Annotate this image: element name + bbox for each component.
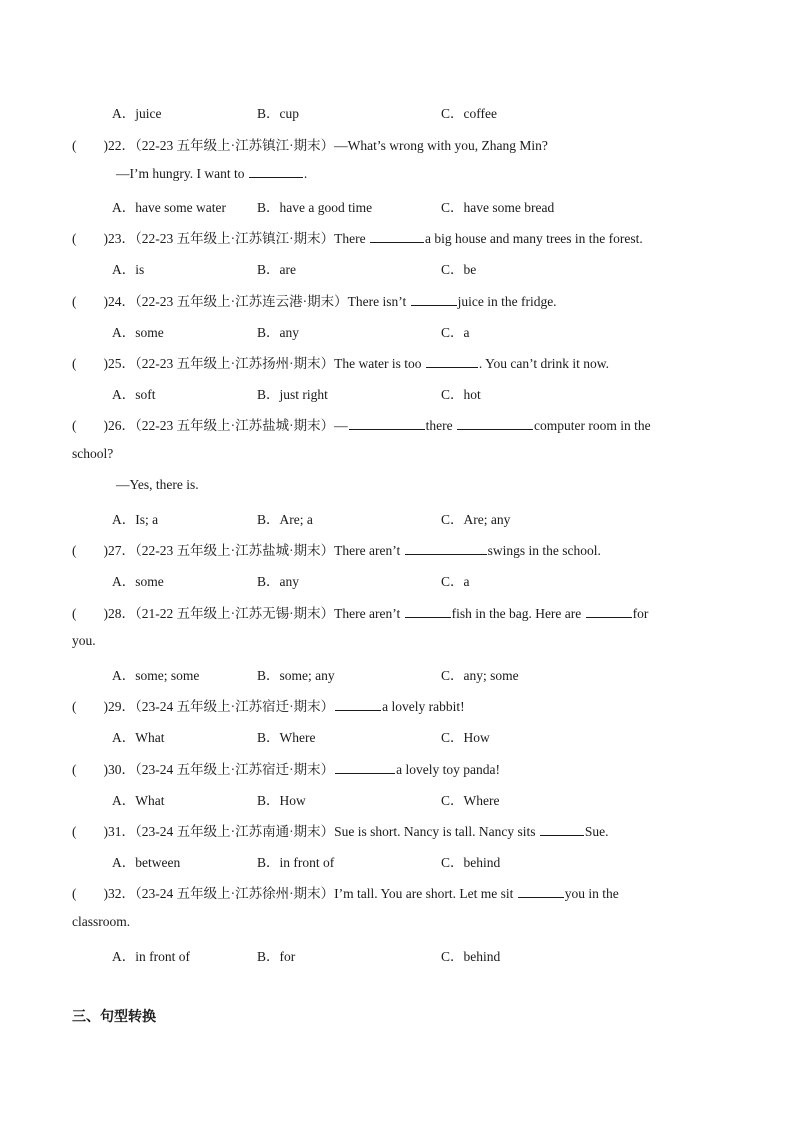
answer-blank[interactable] <box>370 230 424 243</box>
q27-option-a[interactable]: A．some <box>112 574 164 589</box>
question-text: —What’s wrong with you, Zhang Min? <box>334 138 548 153</box>
question-text: a lovely toy panda! <box>396 762 500 777</box>
question-29 <box>72 695 465 715</box>
answer-blank[interactable] <box>426 355 478 368</box>
question-number: ( )27．（22-23 五年级上·江苏盐城·期末） <box>72 543 335 558</box>
section-heading: 三、句型转换 <box>72 1009 156 1025</box>
q21-option-c[interactable]: C．coffee <box>441 106 497 121</box>
q21-option-b[interactable]: B．cup <box>257 106 299 121</box>
q25-option-b[interactable]: B．just right <box>257 387 328 402</box>
question-32-continued: classroom. <box>72 914 131 929</box>
answer-blank[interactable] <box>586 605 632 618</box>
question-number: ( )25．（22-23 五年级上·江苏扬州·期末） <box>72 356 335 371</box>
q32-option-a[interactable]: A．in front of <box>112 949 190 964</box>
q28-option-c[interactable]: C．any; some <box>441 668 519 683</box>
q28-option-a[interactable]: A．some; some <box>112 668 200 683</box>
question-text: Sue. <box>584 824 609 839</box>
answer-blank[interactable] <box>335 698 381 711</box>
question-24 <box>72 290 557 310</box>
q31-option-c[interactable]: C．behind <box>441 855 501 870</box>
dialogue-line: —I’m hungry. I want to <box>116 166 245 181</box>
q22-option-a[interactable]: A．have some water <box>112 200 226 215</box>
answer-blank[interactable] <box>405 605 451 618</box>
q23-option-a[interactable]: A．is <box>112 262 145 277</box>
q29-option-c[interactable]: C．How <box>441 730 490 745</box>
question-text: a lovely rabbit! <box>382 699 465 714</box>
q30-option-a[interactable]: A．What <box>112 793 165 808</box>
question-23 <box>72 227 643 247</box>
answer-blank[interactable] <box>349 417 425 430</box>
question-text: The water is too <box>334 356 422 371</box>
question-27 <box>72 539 601 559</box>
question-number: ( )24．（22-23 五年级上·江苏连云港·期末） <box>72 294 348 309</box>
answer-blank[interactable] <box>518 885 564 898</box>
question-text: Sue is short. Nancy is tall. Nancy sits <box>334 824 536 839</box>
q30-option-b[interactable]: B．How <box>257 793 306 808</box>
q26-option-c[interactable]: C．Are; any <box>441 512 511 527</box>
question-text: for <box>632 606 649 621</box>
answer-blank[interactable] <box>540 823 584 836</box>
q24-option-c[interactable]: C．a <box>441 325 470 340</box>
question-22-line2: —I’m hungry. I want to . <box>116 166 308 181</box>
question-text: computer room in the <box>533 418 651 433</box>
q31-option-b[interactable]: B．in front of <box>257 855 335 870</box>
q22-option-c[interactable]: C．have some bread <box>441 200 555 215</box>
question-26-continued: school? <box>72 446 114 461</box>
q23-option-c[interactable]: C．be <box>441 262 477 277</box>
question-text: swings in the school. <box>487 543 601 558</box>
q31-option-a[interactable]: A．between <box>112 855 181 870</box>
question-text: . You can’t drink it now. <box>478 356 609 371</box>
q28-option-b[interactable]: B．some; any <box>257 668 335 683</box>
question-number: ( )22．（22-23 五年级上·江苏镇江·期末） <box>72 138 335 153</box>
question-text: juice in the fridge. <box>457 294 557 309</box>
answer-blank[interactable] <box>249 165 303 178</box>
question-text: there <box>425 418 453 433</box>
q29-option-b[interactable]: B．Where <box>257 730 316 745</box>
question-number: ( )26．（22-23 五年级上·江苏盐城·期末） <box>72 418 335 433</box>
question-text: — <box>334 418 348 433</box>
q32-option-b[interactable]: B．for <box>257 949 296 964</box>
answer-blank[interactable] <box>457 417 533 430</box>
question-22 <box>72 134 548 154</box>
question-number: ( )32．（23-24 五年级上·江苏徐州·期末） <box>72 886 335 901</box>
question-text: I’m tall. You are short. Let me sit <box>334 886 514 901</box>
answer-blank[interactable] <box>405 542 487 555</box>
q27-option-b[interactable]: B．any <box>257 574 299 589</box>
q25-option-a[interactable]: A．soft <box>112 387 156 402</box>
q24-option-a[interactable]: A．some <box>112 325 164 340</box>
question-31 <box>72 820 608 840</box>
q23-option-b[interactable]: B．are <box>257 262 296 277</box>
question-number: ( )30．（23-24 五年级上·江苏宿迁·期末） <box>72 762 335 777</box>
question-26-reply: —Yes, there is. <box>116 477 199 492</box>
question-number: ( )28．（21-22 五年级上·江苏无锡·期末） <box>72 606 335 621</box>
question-26 <box>72 414 651 434</box>
question-text: you in the <box>564 886 619 901</box>
q21-option-a[interactable]: A．juice <box>112 106 162 121</box>
question-32 <box>72 882 619 902</box>
q24-option-b[interactable]: B．any <box>257 325 299 340</box>
q25-option-c[interactable]: C．hot <box>441 387 481 402</box>
question-number: ( )31．（23-24 五年级上·江苏南通·期末） <box>72 824 335 839</box>
question-text: There aren’t <box>334 543 401 558</box>
answer-blank[interactable] <box>335 761 395 774</box>
answer-blank[interactable] <box>411 293 457 306</box>
question-text: a big house and many trees in the forest. <box>424 231 643 246</box>
question-25 <box>72 352 609 372</box>
question-text: There isn’t <box>347 294 407 309</box>
q26-option-a[interactable]: A．Is; a <box>112 512 159 527</box>
question-number: ( )29．（23-24 五年级上·江苏宿迁·期末） <box>72 699 335 714</box>
q22-option-b[interactable]: B．have a good time <box>257 200 373 215</box>
question-28 <box>72 602 648 622</box>
q26-option-b[interactable]: B．Are; a <box>257 512 313 527</box>
question-text: There <box>334 231 366 246</box>
q27-option-c[interactable]: C．a <box>441 574 470 589</box>
question-30 <box>72 758 500 778</box>
question-number: ( )23．（22-23 五年级上·江苏镇江·期末） <box>72 231 335 246</box>
question-text: There aren’t <box>334 606 401 621</box>
q30-option-c[interactable]: C．Where <box>441 793 500 808</box>
question-28-continued: you. <box>72 633 96 648</box>
question-text: fish in the bag. Here are <box>451 606 582 621</box>
q29-option-a[interactable]: A．What <box>112 730 165 745</box>
q32-option-c[interactable]: C．behind <box>441 949 501 964</box>
